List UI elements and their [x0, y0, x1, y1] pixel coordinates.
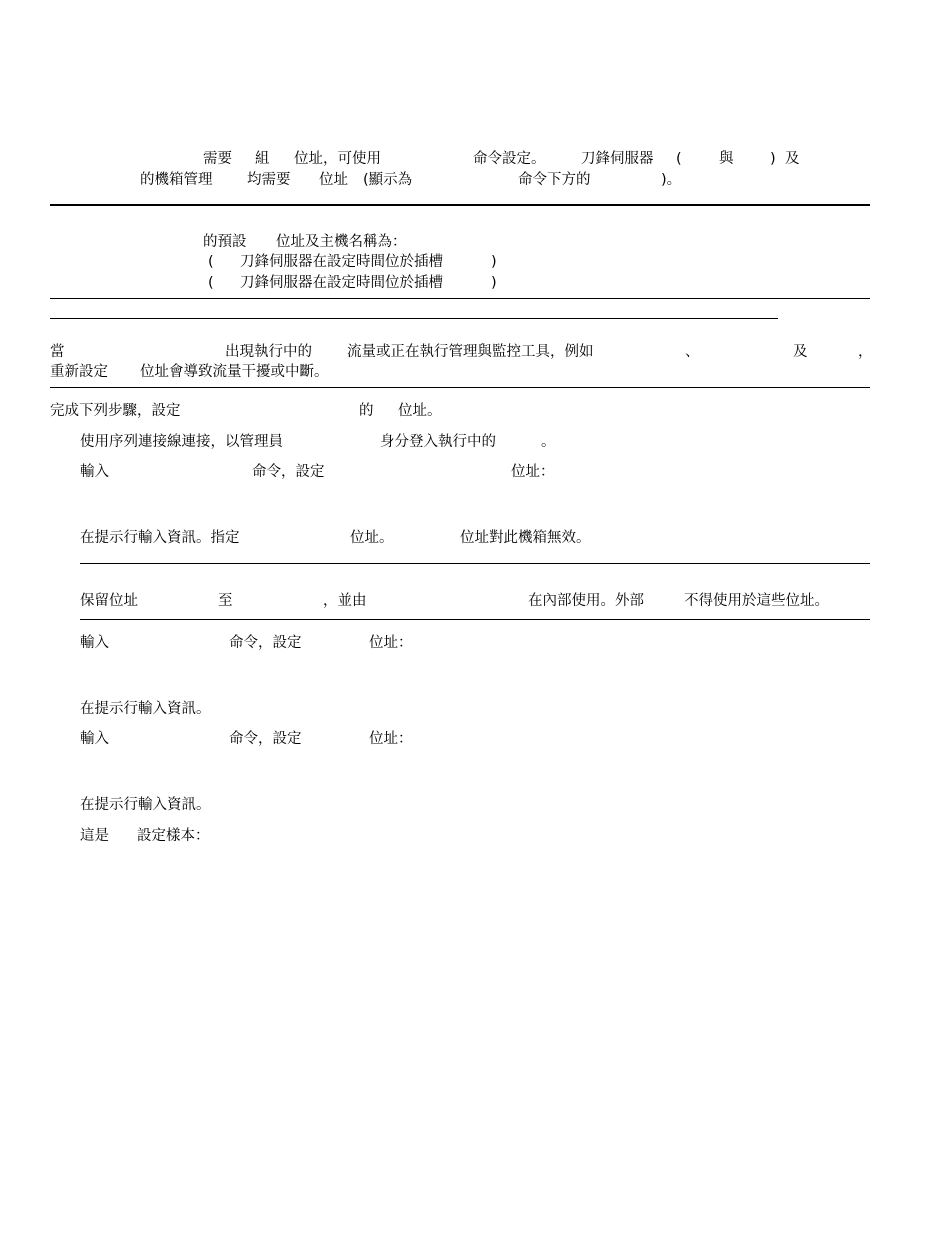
intro-line-1-text: ) [770, 151, 776, 167]
step-4-text: 位址： [369, 635, 413, 651]
defaults-line-3-text: ) [491, 275, 497, 291]
intro-line-2-text: )。 [661, 172, 682, 188]
step-1-text: 身分登入執行中的 [380, 434, 496, 450]
rule-note-bottom [80, 619, 870, 620]
intro-line-1-text: 位址，可使用 [294, 151, 381, 167]
intro-line-1-text: 需要 [203, 151, 232, 167]
step-6-text: 位址： [369, 731, 413, 747]
step-1-text: 使用序列連接線連接，以管理員 [80, 434, 283, 450]
step-7-text: 在提示行輸入資訊。 [80, 797, 211, 813]
intro-line-1-text: 及 [785, 151, 800, 167]
intro-line-2-text: 均需要 [247, 172, 291, 188]
step-2-text: 命令，設定 [252, 464, 325, 480]
intro-line-2-text: 位址 [319, 172, 348, 188]
step-8-text: 設定樣本： [137, 828, 210, 844]
defaults-line-3-text: 刀鋒伺服器在設定時間位於插槽 [240, 275, 443, 291]
note-reserved-addresses-text: 在內部使用。外部 [528, 593, 644, 609]
intro-line-1-text: 刀鋒伺服器 [581, 151, 654, 167]
procedure-heading-text: 的 [359, 403, 374, 419]
step-4-text: 輸入 [80, 635, 109, 651]
step-1-text: 。 [541, 434, 556, 450]
caution-line-1-text: 當 [50, 344, 65, 360]
defaults-line-1-text: 位址及主機名稱為： [276, 234, 407, 250]
defaults-line-2-text: 刀鋒伺服器在設定時間位於插槽 [240, 254, 443, 270]
defaults-line-1-text: 的預設 [203, 234, 247, 250]
note-reserved-addresses-text: ，並由 [323, 593, 367, 609]
intro-line-2-text: 的機箱管理 [140, 172, 213, 188]
caution-line-1-text: 及 [793, 344, 808, 360]
caution-line-1-text: 流量或正在執行管理與監控工具，例如 [347, 344, 594, 360]
rule-intro-bottom [50, 204, 870, 206]
rule-caution-bottom [50, 387, 870, 388]
caution-line-1-text: ， [858, 344, 873, 360]
procedure-heading-text: 完成下列步驟，設定 [50, 403, 181, 419]
intro-line-2-text: (顯示為 [363, 172, 413, 188]
defaults-line-3-text: ( [208, 275, 214, 291]
step-4-text: 命令，設定 [229, 635, 302, 651]
intro-line-1-text: 組 [255, 151, 270, 167]
step-8-text: 這是 [80, 828, 109, 844]
step-3-text: 位址。 [350, 530, 394, 546]
intro-line-1-text: 命令設定。 [473, 151, 546, 167]
intro-line-2-text: 命令下方的 [518, 172, 591, 188]
intro-line-1-text: ( [676, 151, 682, 167]
rule-note-top [80, 563, 870, 564]
step-6-text: 命令，設定 [229, 731, 302, 747]
caution-line-1-text: 、 [685, 344, 700, 360]
step-6-text: 輸入 [80, 731, 109, 747]
caution-line-2-text: 重新設定 [50, 364, 108, 380]
step-5-text: 在提示行輸入資訊。 [80, 701, 211, 717]
caution-line-2-text: 位址會導致流量干擾或中斷。 [140, 364, 329, 380]
step-2-text: 輸入 [80, 464, 109, 480]
defaults-line-2-text: ( [208, 254, 214, 270]
note-reserved-addresses-text: 至 [218, 593, 233, 609]
step-2-text: 位址： [511, 464, 555, 480]
defaults-line-2-text: ) [491, 254, 497, 270]
procedure-heading-text: 位址。 [398, 403, 442, 419]
caution-line-1-text: 出現執行中的 [225, 344, 312, 360]
intro-line-1-text: 與 [719, 151, 734, 167]
rule-caution-top [50, 318, 778, 319]
note-reserved-addresses-text: 保留位址 [80, 593, 138, 609]
step-3-text: 在提示行輸入資訊。指定 [80, 530, 240, 546]
rule-defaults-bottom [50, 298, 870, 299]
note-reserved-addresses-text: 不得使用於這些位址。 [684, 593, 829, 609]
step-3-text: 位址對此機箱無效。 [460, 530, 591, 546]
